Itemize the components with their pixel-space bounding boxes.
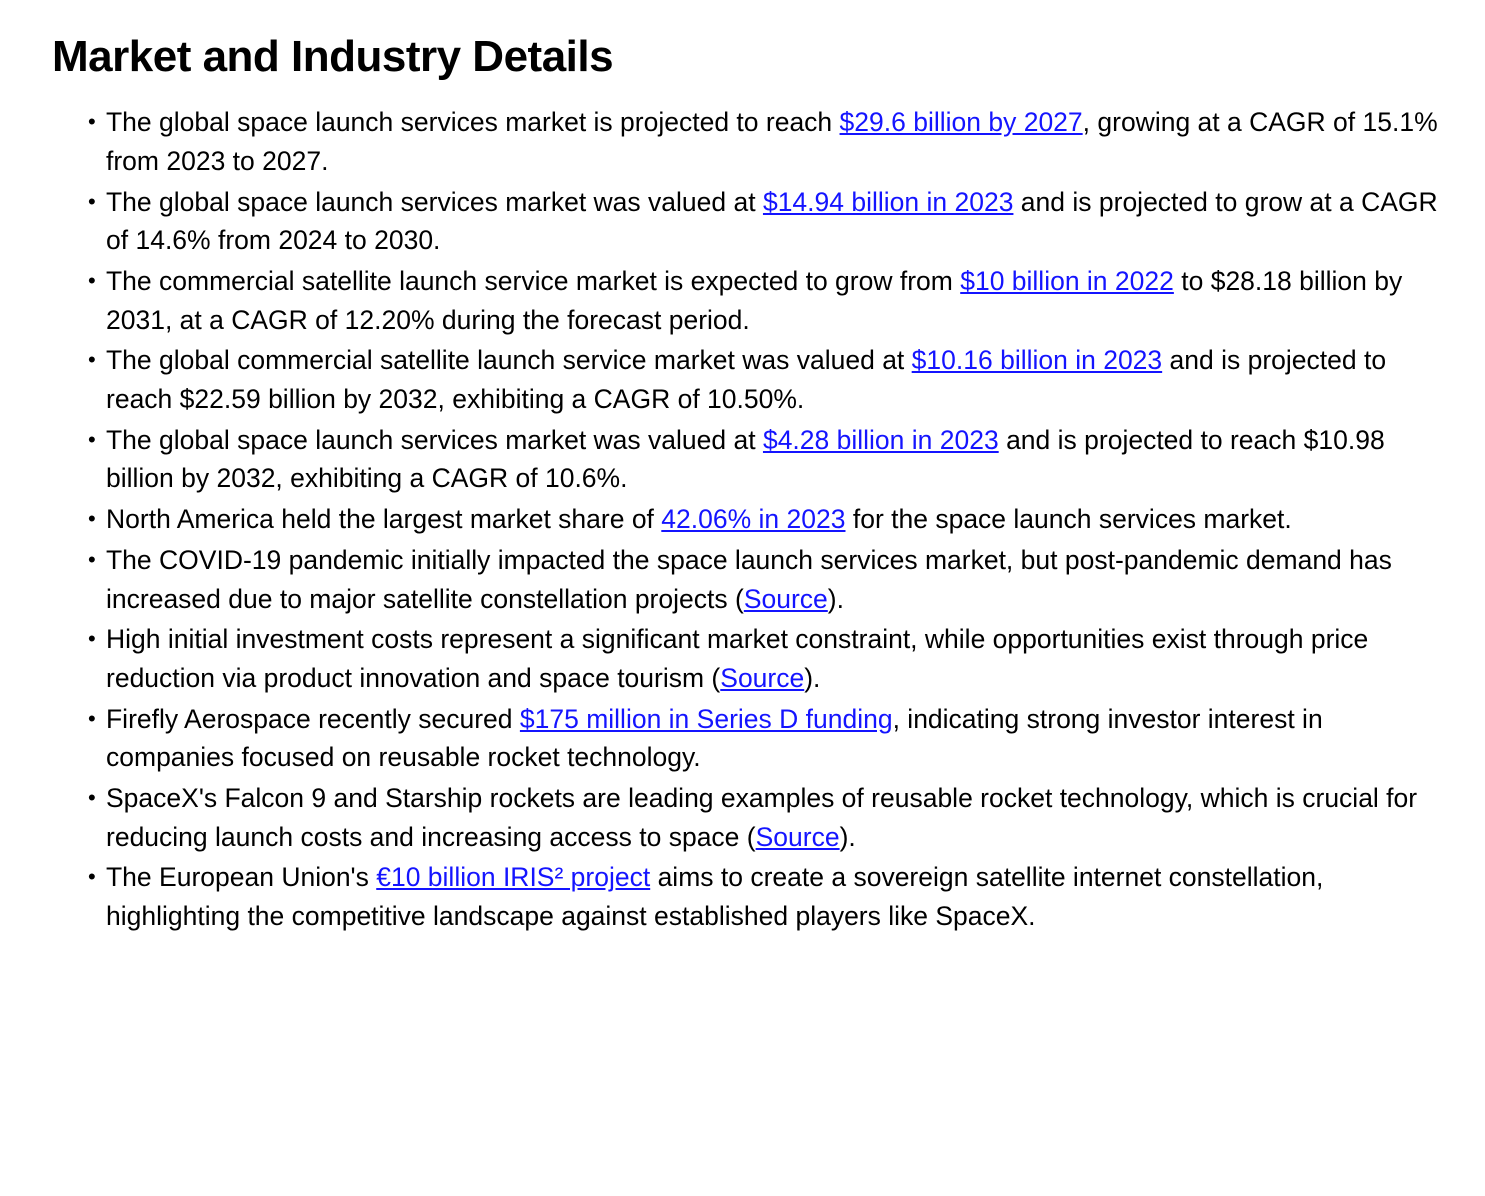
list-item-text: aims to create a sovereign satellite internet constellation, highlighting the competitive landscape against established players like SpaceX.	[106, 862, 1324, 932]
inline-link[interactable]: Source	[755, 821, 840, 852]
inline-link[interactable]: €10 billion IRIS² project	[376, 862, 651, 893]
list-item-text: The global space launch services market was valued at	[106, 424, 763, 455]
list-item	[44, 858, 1445, 935]
inline-link[interactable]: $10 billion in 2022	[960, 266, 1174, 297]
inline-link[interactable]: $10.16 billion in 2023	[911, 345, 1163, 376]
inline-link[interactable]: $14.94 billion in 2023	[762, 186, 1014, 217]
inline-link[interactable]: $4.28 billion in 2023	[762, 424, 999, 455]
list-item-text: The COVID-19 pandemic initially impacted the space launch services market, but post-pandemic demand has increased due to major satellite constellation projects (	[106, 544, 1392, 614]
list-item	[44, 183, 1445, 260]
list-item-text: North America held the largest market share of	[106, 504, 662, 535]
inline-link[interactable]: 42.06% in 2023	[661, 504, 846, 535]
list-item-text: to $28.18 billion by 2031, at a CAGR of 12.20% during the forecast period.	[106, 266, 1403, 335]
inline-link[interactable]: Source	[743, 583, 828, 614]
list-item	[44, 700, 1445, 777]
list-item-text: , indicating strong investor interest in companies focused on reusable rocket technology.	[106, 703, 1323, 773]
inline-link[interactable]: $175 million in Series D funding	[519, 703, 893, 734]
list-item-text: , growing at a CAGR of 15.1% from 2023 to 2027.	[106, 107, 1438, 176]
list-item	[44, 779, 1445, 856]
list-item	[44, 103, 1445, 180]
list-item-text: The commercial satellite launch service market is expected to grow from	[106, 266, 961, 297]
list-item-text: The global space launch services market is projected to reach	[106, 107, 840, 138]
list-item-text: ).	[827, 583, 844, 614]
list-item	[44, 341, 1445, 418]
list-item-text: ).	[804, 662, 821, 693]
list-item-text: ).	[839, 821, 856, 852]
list-item-text: The global space launch services market was valued at	[106, 186, 763, 217]
list-item-text: and is projected to reach $22.59 billion by 2032, exhibiting a CAGR of 10.50%.	[106, 345, 1387, 415]
list-item-text: The global commercial satellite launch service market was valued at	[106, 345, 912, 376]
list-item-text: The European Union's	[106, 862, 377, 893]
list-item-text: Firefly Aerospace recently secured	[106, 703, 520, 734]
market-details-list	[44, 103, 1445, 935]
page-title: Market and Industry Details	[52, 32, 614, 81]
list-item	[44, 262, 1445, 339]
list-item-text: SpaceX's Falcon 9 and Starship rockets are leading examples of reusable rocket technology, which is crucial for reducing launch costs and increasing access to space (	[106, 782, 1418, 852]
list-item	[44, 541, 1445, 618]
list-item-text: and is projected to reach $10.98 billion by 2032, exhibiting a CAGR of 10.6%.	[106, 424, 1385, 494]
list-item	[44, 620, 1445, 697]
list-item-text: and is projected to grow at a CAGR of 14.6% from 2024 to 2030.	[106, 186, 1438, 256]
inline-link[interactable]: Source	[720, 662, 805, 693]
list-item	[44, 500, 1445, 539]
list-item	[44, 421, 1445, 498]
list-item-text: for the space launch services market.	[845, 504, 1292, 535]
list-item-text: High initial investment costs represent a significant market constraint, while opportunities exist through price reduction via product innovation and space tourism (	[106, 624, 1369, 693]
inline-link[interactable]: $29.6 billion by 2027	[839, 107, 1083, 138]
